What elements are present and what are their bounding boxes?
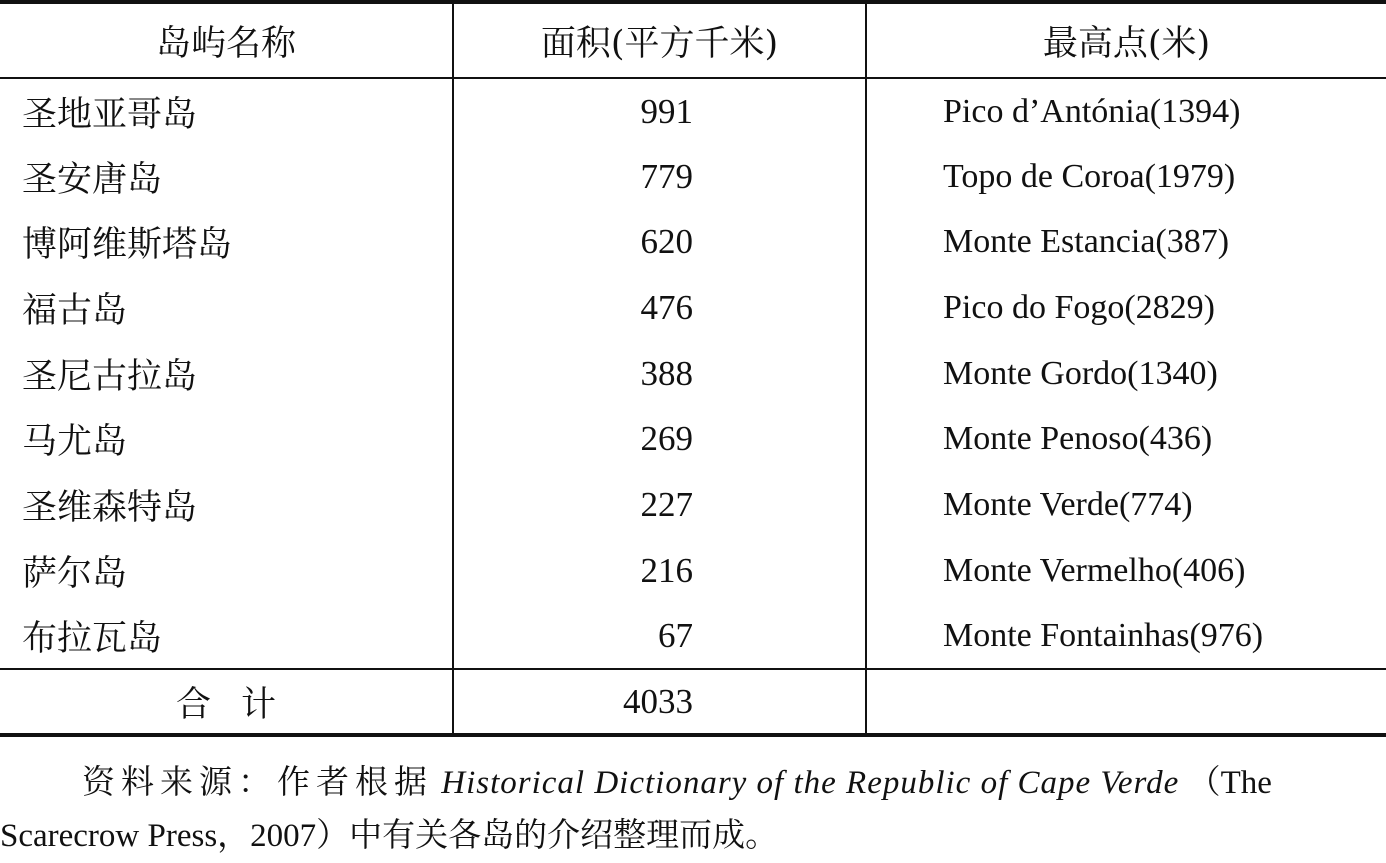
header-area: 面积(平方千米) [453,2,866,78]
table-row [0,144,1386,210]
total-area: 4033 [453,669,866,735]
source-label: 资料来源：作者根据 [82,765,433,801]
island-name-cell: 圣尼古拉岛 [22,356,198,397]
area-cell: 216 [453,538,866,604]
highest-point-cell: Topo de Coroa(1979) [866,144,1386,210]
highest-point-cell: Monte Estancia(387) [866,209,1386,275]
island-name-cell: 博阿维斯塔岛 [22,225,233,266]
island-name-cell: 圣安唐岛 [22,159,163,200]
table-body [0,78,1386,735]
island-name-cell: 布拉瓦岛 [22,618,163,659]
source-book-title: Historical Dictionary of the Republic of Cape Verde [441,765,1180,801]
area-cell: 227 [453,472,866,538]
total-row [0,669,1386,735]
table-row [0,275,1386,341]
table-header [0,2,1386,78]
source-note [0,757,1386,863]
highest-point-cell: Monte Verde(774) [866,472,1386,538]
source-rest: （The Scarecrow Press，2007）中有关各岛的介绍整理而成。 [0,765,1272,854]
table-row [0,604,1386,670]
island-name-cell: 萨尔岛 [22,553,128,594]
table-row [0,538,1386,604]
area-cell: 620 [453,209,866,275]
header-row [0,2,1386,78]
highest-point-cell: Monte Fontainhas(976) [866,604,1386,670]
table-row [0,209,1386,275]
area-cell: 476 [453,275,866,341]
highest-point-cell: Monte Penoso(436) [866,406,1386,472]
area-cell: 779 [453,144,866,210]
table-row [0,341,1386,407]
table-row [0,78,1386,144]
table-row [0,406,1386,472]
header-island-name: 岛屿名称 [0,2,453,78]
island-name-cell: 圣维森特岛 [22,487,198,528]
table-row [0,472,1386,538]
highest-point-cell: Monte Vermelho(406) [866,538,1386,604]
island-name-cell: 福古岛 [22,290,128,331]
area-cell: 269 [453,406,866,472]
total-peak-empty [866,669,1386,735]
area-cell: 388 [453,341,866,407]
header-highest-point: 最高点(米) [866,2,1386,78]
island-name-cell: 马尤岛 [22,422,128,463]
total-label: 合计 [0,669,453,735]
highest-point-cell: Pico do Fogo(2829) [866,275,1386,341]
highest-point-cell: Monte Gordo(1340) [866,341,1386,407]
highest-point-cell: Pico d’Antónia(1394) [866,78,1386,144]
area-cell: 67 [453,604,866,670]
island-name-cell: 圣地亚哥岛 [22,95,198,136]
area-cell: 991 [453,78,866,144]
